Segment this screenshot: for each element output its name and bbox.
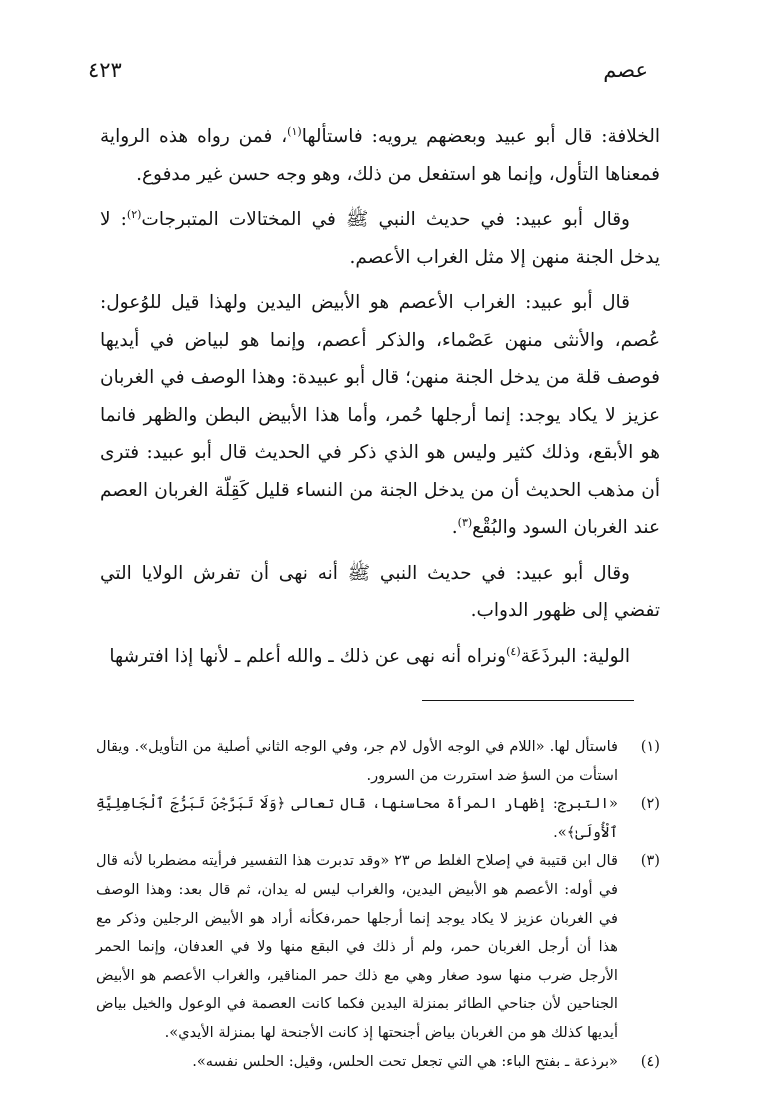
footnote <box>96 790 660 847</box>
footnote-ref: (١) <box>287 124 302 138</box>
paragraph-text: الولية: البرذَعَة <box>520 645 630 667</box>
footnote-divider <box>422 700 634 701</box>
running-head: عصم <box>603 58 648 82</box>
paragraph-text: وقال أبو عبيد: في حديث النبي ﷺ في المختالات المتبرجات <box>141 209 630 230</box>
page-header <box>88 58 648 82</box>
footnote-ref: (٤) <box>506 644 521 658</box>
footnote <box>96 1048 660 1077</box>
paragraph <box>100 118 660 193</box>
paragraph <box>100 555 660 630</box>
paragraph-text: ونراه أنه نهى عن ذلك ـ والله أعلم ـ لأنها إذا افترشها <box>109 645 507 667</box>
footnotes <box>96 733 660 1076</box>
paragraph-text: ، فمن رواه هذه الرواية فمعناها التأول، وإنما هو استفعل من ذلك، وهو وجه حسن غير مدفوع. <box>100 126 660 185</box>
paragraph-text: قال أبو عبيد: الغراب الأعصم هو الأبيض اليدين ولهذا قيل للوُعول: عُصم، والأنثى منهن عَصْماء، والذكر أعصم، وإنما هو لبياض في أيديها فوصف قلة من يدخل الجنة منهن؛ قال أبو عبيدة: وهذا الوصف في الغربان عزيز لا يكاد يوجد: إنما أرجلها حُمر، وأما هذا الأبيض البطن والظهر فانما هو الأبقع، وذلك كثير وليس هو الذي ذكر في الحديث قال أبو عبيد: فترى أن مذهب الحديث أن من يدخل الجنة من النساء قليل كَقِلّة الغربان العصم عند الغربان السود والبُقْع <box>100 292 660 538</box>
footnote-number: (٤) <box>640 1052 660 1070</box>
footnote <box>96 847 660 1047</box>
footnote-ref: (٣) <box>457 515 473 529</box>
footnote-ref: (٢) <box>126 207 142 221</box>
footnote-text: «برذعة ـ بفتح الباء: هي التي تجعل تحت الحلس، وقيل: الحلس نفسه». <box>192 1052 618 1070</box>
paragraph-text: . <box>451 517 458 538</box>
footnote-number: (٣) <box>640 852 660 870</box>
page-number: ٤٢٣ <box>88 58 122 82</box>
footnote-number: (٢) <box>640 795 660 813</box>
paragraph <box>100 201 660 276</box>
paragraph-text: وقال أبو عبيد: في حديث النبي ﷺ أنه نهى أن تفرش الولايا التي تفضي إلى ظهور الدواب. <box>100 562 660 621</box>
paragraph <box>100 284 660 547</box>
main-text <box>100 118 660 683</box>
paragraph-text: الخلافة: قال أبو عبيد وبعضهم يرويه: فاستألها <box>301 126 660 147</box>
footnote-number: (١) <box>640 738 660 755</box>
paragraph <box>100 638 660 676</box>
footnote-text: «التبرج: إظهار المرأة محاسنها، قال تعالى ﴿وَلَا تَبَرَّجْنَ تَبَرُّجَ ٱلْجَاهِلِيَّةِ ٱلْأُولَىٰ﴾». <box>96 795 618 841</box>
footnote-text: قال ابن قتيبة في إصلاح الغلط ص ٢٣ «وقد تدبرت هذا التفسير فرأيته مضطربا لأنه قال في أوله: الأعصم هو الأبيض اليدين، والغراب ليس له يدان، ثم قال بعد: وهذا الوصف في الغربان عزيز لا يكاد يوجد إنما أرجلها حمر،فكأنه أراد هو الأبيض الرجلين وذكر مع هذا أن أرجل الغربان حمر، ولم أر ذلك في البقع منها ولا في العدفان، وإنما الحمر الأرجل ضرب منها سود صغار وهي مع ذلك حمر المناقير، والغراب الأعصم هو الأبيض الجناحين لأن جناحي الطائر بمنزلة اليدين فكما كانت العصمة في الوعول والخيل بياض أيديها كذلك هو من الغربان بياض أجنحتها إذ كانت الأجنحة لها بمنزلة الأيدي». <box>96 852 618 1041</box>
footnote-text: فاستأل لها. «اللام في الوجه الأول لام جر، وفي الوجه الثاني أصلية من التأويل». ويقال استأت من السؤ ضد استررت من السرور. <box>96 738 618 784</box>
paragraph-text: : لا يدخل الجنة منهن إلا مثل الغراب الأعصم. <box>100 209 660 268</box>
footnote <box>96 733 660 790</box>
